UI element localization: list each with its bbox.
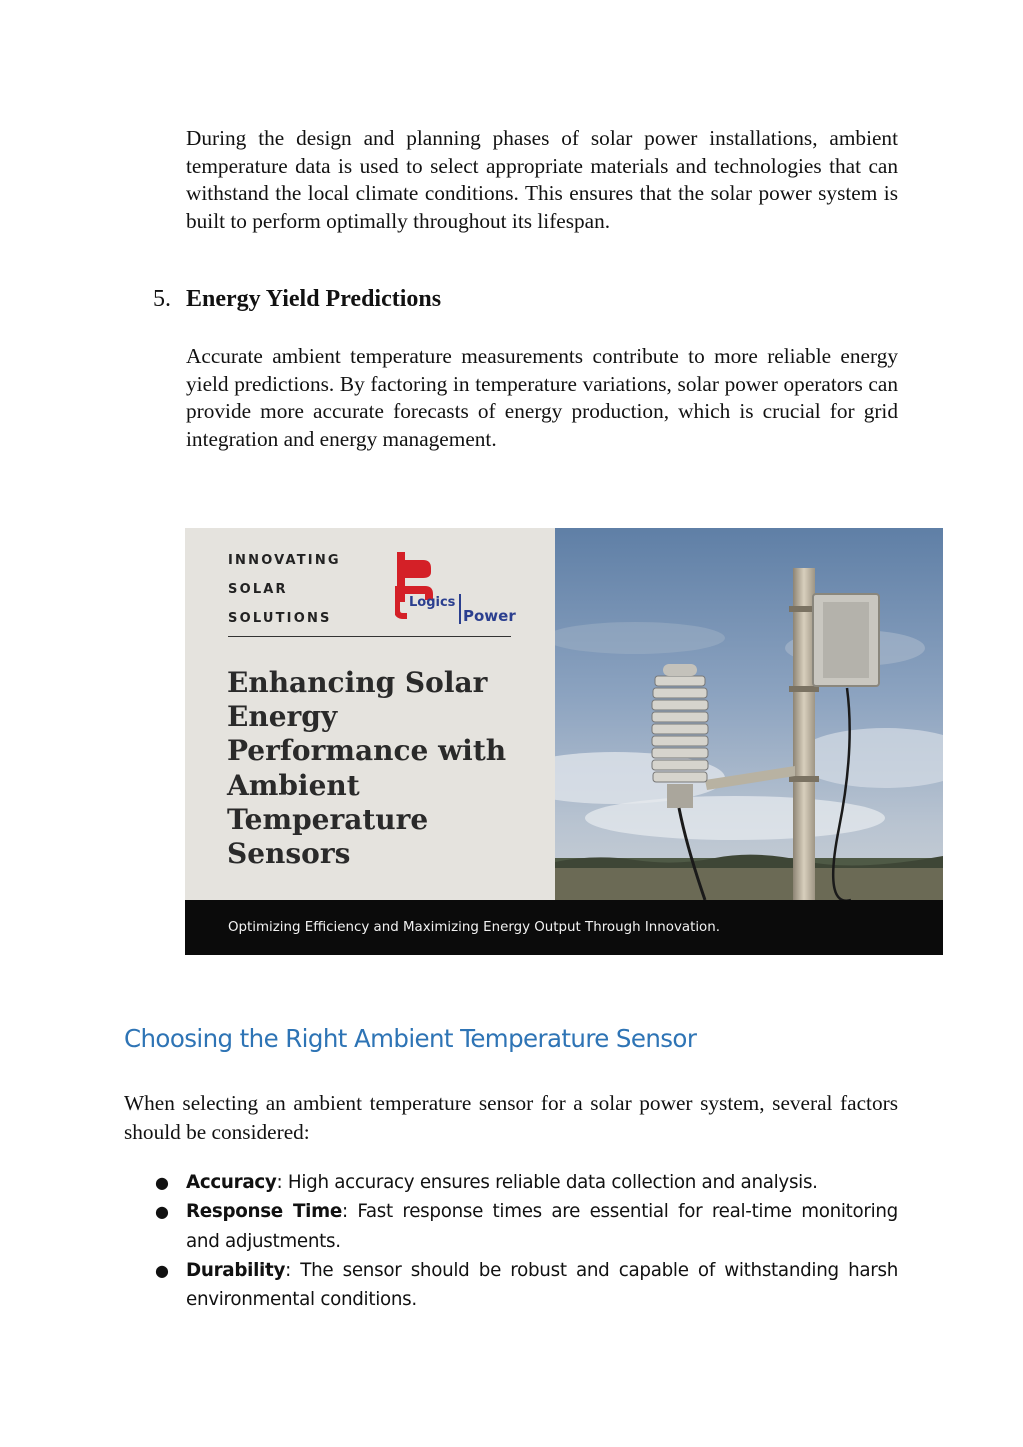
factor-text: : High accuracy ensures reliable data collection and analysis. (276, 1172, 818, 1193)
banner-kicker-line: SOLUTIONS (228, 611, 332, 626)
banner-kicker-line: SOLAR (228, 582, 288, 597)
numbered-heading-energy-yield (153, 286, 441, 313)
logo-word-power: Power (463, 607, 516, 625)
bullet-icon: ● (155, 1173, 169, 1192)
heading-number: 5. (153, 286, 171, 312)
sensor-photo (555, 528, 943, 900)
logo-word-logics: Logics (409, 595, 456, 610)
factor-list (155, 1168, 898, 1314)
banner-image (185, 528, 943, 955)
factor-term: Durability (186, 1259, 286, 1281)
list-item (155, 1197, 898, 1256)
heading-title: Energy Yield Predictions (186, 286, 442, 312)
logo-divider (459, 594, 461, 624)
factor-text: : The sensor should be robust and capable of withstanding harsh environmental conditions. (186, 1259, 898, 1311)
banner-kicker-line: INNOVATING (228, 553, 341, 568)
list-item (155, 1168, 898, 1197)
bullet-icon: ● (155, 1202, 169, 1222)
bullet-icon: ● (155, 1260, 169, 1280)
banner-divider (228, 636, 511, 637)
section-heading: Choosing the Right Ambient Temperature Sensor (124, 1024, 697, 1053)
paragraph-intro: When selecting an ambient temperature sensor for a solar power system, several factors should be considered: (124, 1091, 898, 1144)
banner-tagline: Optimizing Efficiency and Maximizing Energy Output Through Innovation. (228, 920, 720, 935)
paragraph-design-planning: During the design and planning phases of solar power installations, ambient temperature data is used to select appropriate materials and technologies that can withstand the local climate conditions. This ensures that the solar power system is built to perform optimally throughout its lifespan. (186, 126, 898, 233)
banner-text-panel (185, 528, 555, 900)
factor-term: Response Time (186, 1201, 342, 1223)
factor-term: Accuracy (186, 1172, 277, 1193)
factor-text: : Fast response times are essential for real-time monitoring and adjustments. (186, 1201, 898, 1252)
banner-title: Enhancing Solar Energy Performance with Ambient Temperature Sensors (227, 666, 507, 871)
paragraph-energy-yield: Accurate ambient temperature measurements contribute to more reliable energy yield predictions. By factoring in temperature variations, solar power operators can provide more accurate forecasts of energy production, which is crucial for grid integration and energy management. (186, 344, 898, 451)
list-item (155, 1256, 898, 1315)
logics-power-logo (395, 550, 525, 630)
banner-footer-bar (185, 900, 943, 955)
